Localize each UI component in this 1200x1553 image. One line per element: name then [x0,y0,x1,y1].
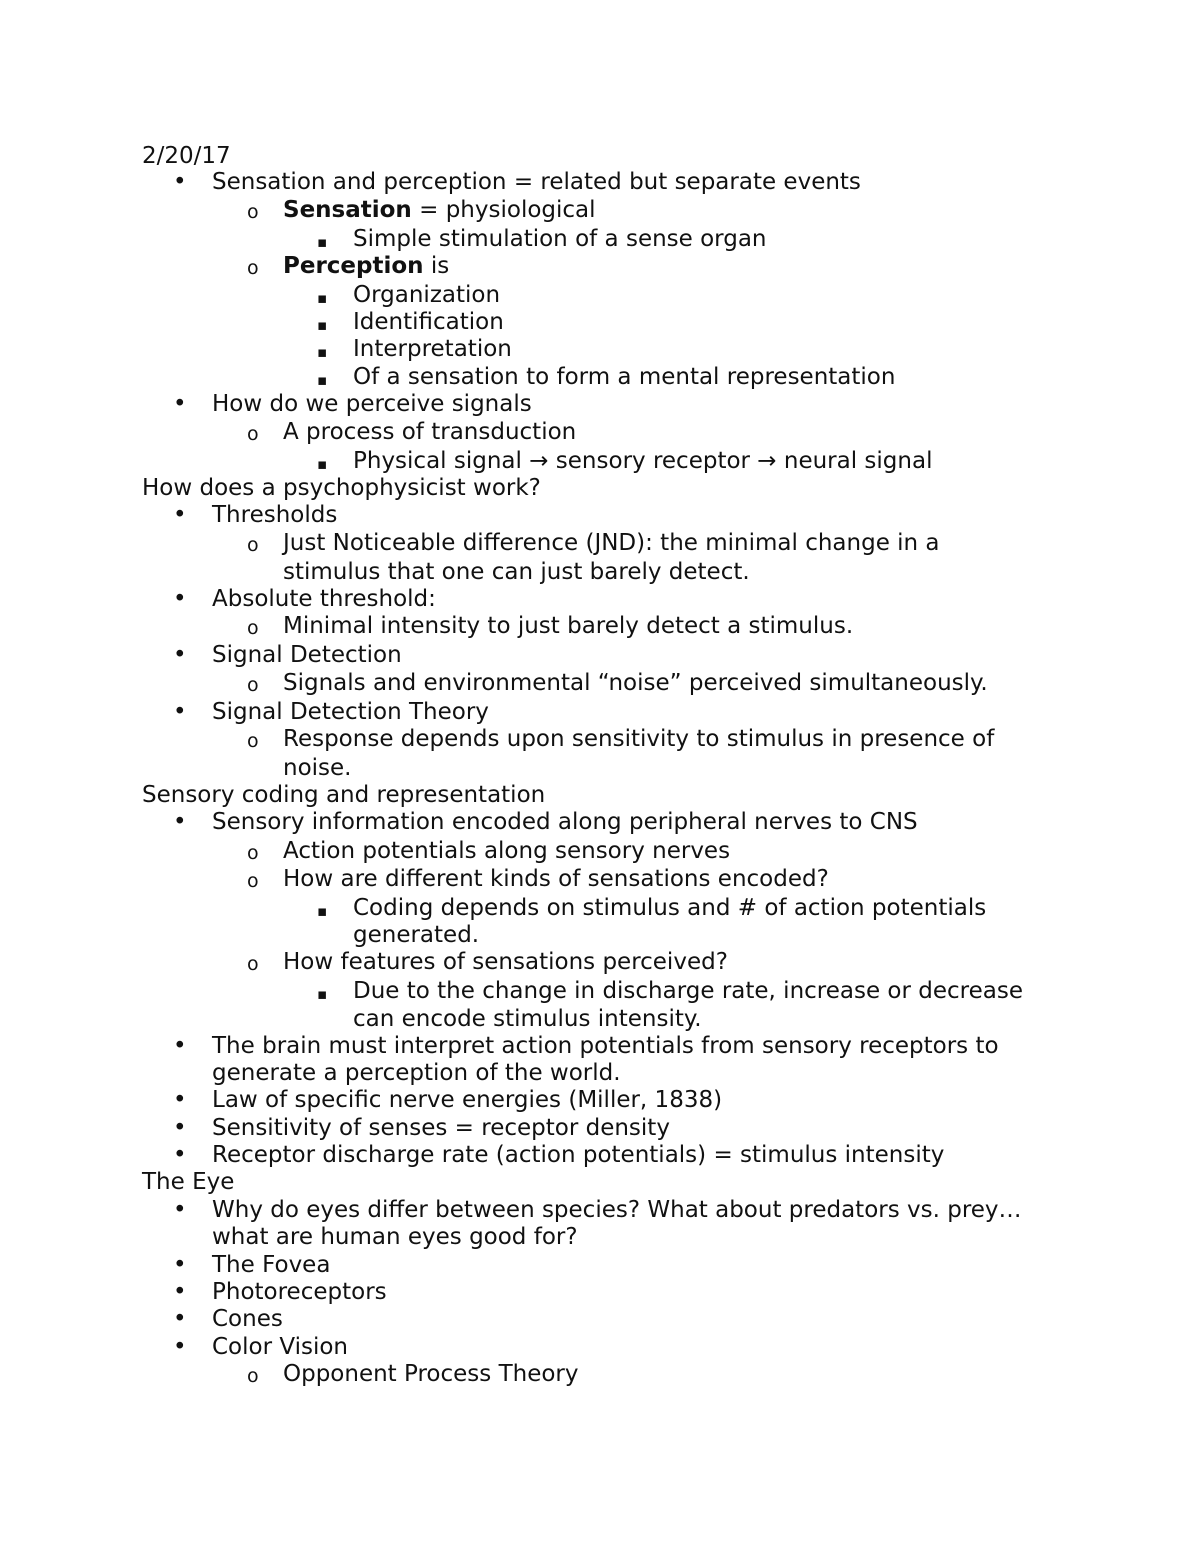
list-item-text [353,364,895,391]
text-segment: 2/20/17 [142,143,231,169]
text-segment: How does a psychophysicist work? [142,475,541,501]
list-item-text [212,1279,387,1306]
list-item-text [283,949,728,976]
bullet-marker: • [173,1252,187,1278]
text-segment: Interpretation [353,336,512,362]
list-item-text [283,670,988,697]
text-segment: Absolute threshold: [212,586,436,612]
bullet-marker: • [173,1197,187,1223]
list-item-text [283,866,829,893]
bullet-marker: • [173,586,187,612]
list-item-text [283,726,994,753]
bullet-marker: • [173,1033,187,1059]
text-segment: A process of transduction [283,419,577,445]
list-item-text [212,809,918,836]
bold-term: Sensation [283,197,412,223]
bullet-marker: • [173,1306,187,1332]
text-segment: Of a sensation to form a mental representation [353,364,896,390]
section-heading [142,143,231,170]
bullet-marker: • [173,391,187,417]
square-marker: ▪ [317,233,328,251]
list-item-text [212,1087,722,1114]
bullet-marker: • [173,699,187,725]
circle-marker: o [247,730,259,752]
bullet-marker: • [173,502,187,528]
text-segment: Photoreceptors [212,1279,387,1305]
bullet-marker: • [173,1334,187,1360]
list-item-text [353,282,500,309]
text-segment: Organization [353,282,501,308]
text-segment: Sensory coding and representation [142,782,546,808]
text-segment: generated. [353,922,480,948]
square-marker: ▪ [317,455,328,473]
bullet-marker: • [173,169,187,195]
list-item-text [212,1334,348,1361]
circle-marker: o [247,423,259,445]
text-segment: The brain must interpret action potentials from sensory receptors to [212,1033,999,1059]
text-segment: Signal Detection [212,642,402,668]
bullet-marker: • [173,809,187,835]
text-segment: can encode stimulus intensity. [353,1006,702,1032]
text-segment: Opponent Process Theory [283,1361,579,1387]
circle-marker: o [247,842,259,864]
circle-marker: o [247,534,259,556]
list-item-text [353,895,986,922]
list-item-text [212,1197,1022,1224]
list-item-text [353,309,504,336]
square-marker: ▪ [317,316,328,334]
list-item-text [353,978,1023,1005]
list-item-text [283,253,449,280]
text-segment: Minimal intensity to just barely detect a stimulus. [283,613,854,639]
list-item-text [283,1361,579,1388]
square-marker: ▪ [317,985,328,1003]
list-item-text [212,1033,999,1060]
text-segment: Signal Detection Theory [212,699,489,725]
list-item-text [353,1006,702,1033]
list-item-text [283,613,853,640]
text-segment: Action potentials along sensory nerves [283,838,731,864]
text-segment: Identification [353,309,504,335]
text-segment: Sensory information encoded along peripheral nerves to CNS [212,809,918,835]
text-segment: Color Vision [212,1334,349,1360]
list-item-text [283,559,750,586]
circle-marker: o [247,201,259,223]
text-segment: Why do eyes differ between species? What about predators vs. prey… [212,1197,1022,1223]
text-segment: noise. [283,755,352,781]
text-segment: Just Noticeable difference (JND): the minimal change in a [283,530,940,556]
text-segment: Thresholds [212,502,338,528]
bullet-marker: • [173,1087,187,1113]
list-item-text [212,1060,621,1087]
text-segment: Sensitivity of senses = receptor density [212,1115,670,1141]
bullet-marker: • [173,642,187,668]
circle-marker: o [247,617,259,639]
section-heading [142,475,541,502]
text-segment: Law of specific nerve energies (Miller, 1838) [212,1087,723,1113]
list-item-text [283,419,576,446]
list-item-text [212,586,436,613]
square-marker: ▪ [317,289,328,307]
circle-marker: o [247,257,259,279]
text-segment: stimulus that one can just barely detect. [283,559,750,585]
bullet-marker: • [173,1115,187,1141]
text-segment: How do we perceive signals [212,391,532,417]
list-item-text [212,1115,670,1142]
list-item-text [212,642,402,669]
list-item-text [353,336,512,363]
text-segment: Response depends upon sensitivity to stimulus in presence of [283,726,995,752]
circle-marker: o [247,674,259,696]
list-item-text [212,1306,283,1333]
list-item-text [283,838,730,865]
text-segment: what are human eyes good for? [212,1224,578,1250]
list-item-text [212,169,861,196]
text-segment: The Fovea [212,1252,331,1278]
list-item-text [212,502,337,529]
list-item-text [212,699,489,726]
list-item-text [283,755,351,782]
list-item-text [353,226,767,253]
circle-marker: o [247,953,259,975]
square-marker: ▪ [317,343,328,361]
text-segment: How are different kinds of sensations encoded? [283,866,829,892]
text-segment: The Eye [142,1169,235,1195]
list-item-text [283,197,596,224]
circle-marker: o [247,1365,259,1387]
list-item-text [353,922,479,949]
square-marker: ▪ [317,371,328,389]
text-segment: Due to the change in discharge rate, increase or decrease [353,978,1023,1004]
text-segment: is [423,253,450,279]
bold-term: Perception [283,253,424,279]
list-item-text [212,1252,330,1279]
square-marker: ▪ [317,902,328,920]
text-segment: Sensation and perception = related but separate events [212,169,861,195]
text-segment: Cones [212,1306,283,1332]
bullet-marker: • [173,1279,187,1305]
section-heading [142,782,545,809]
list-item-text [212,1142,944,1169]
text-segment: Receptor discharge rate (action potentials) = stimulus intensity [212,1142,945,1168]
text-segment: Signals and environmental “noise” perceived simultaneously. [283,670,988,696]
list-item-text [353,448,932,475]
circle-marker: o [247,870,259,892]
bullet-marker: • [173,1142,187,1168]
text-segment: Physical signal → sensory receptor → neural signal [353,448,933,474]
list-item-text [283,530,940,557]
list-item-text [212,1224,578,1251]
text-segment: How features of sensations perceived? [283,949,728,975]
section-heading [142,1169,234,1196]
text-segment: Simple stimulation of a sense organ [353,226,767,252]
text-segment: generate a perception of the world. [212,1060,621,1086]
text-segment: = physiological [411,197,596,223]
list-item-text [212,391,532,418]
text-segment: Coding depends on stimulus and # of action potentials [353,895,987,921]
